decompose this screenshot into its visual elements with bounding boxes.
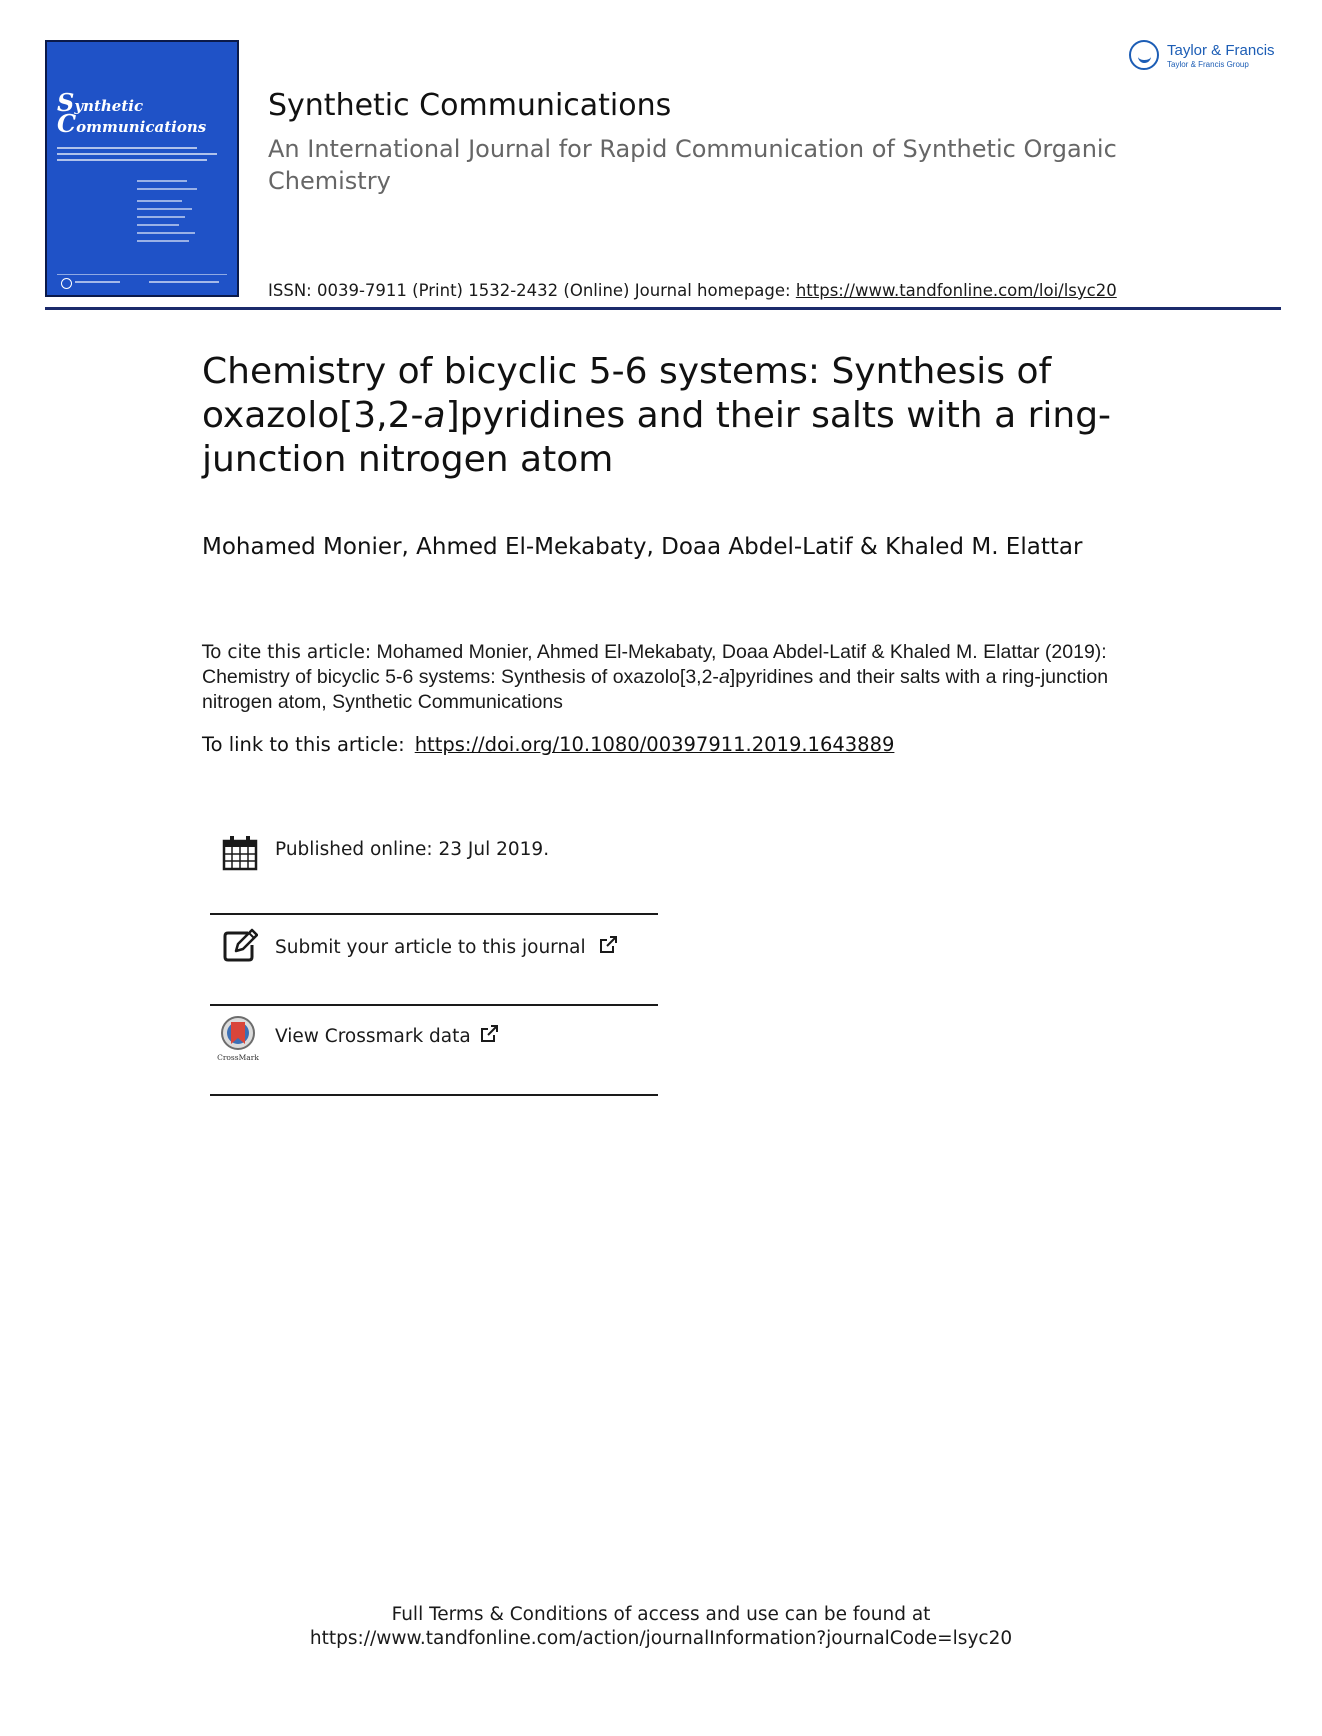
cover-text-line <box>137 208 192 210</box>
external-link-icon <box>598 935 618 960</box>
calendar-icon <box>222 835 258 871</box>
cover-text-line <box>57 153 217 155</box>
cover-text-line <box>57 159 207 161</box>
article-link-row <box>202 733 894 756</box>
footer-terms-link[interactable]: https://www.tandfonline.com/action/journalInformation?journalCode=lsyc20 <box>309 1628 1013 1649</box>
published-online-item <box>210 827 658 915</box>
taylor-francis-logo-icon <box>1129 40 1159 70</box>
cover-text-line <box>137 224 179 226</box>
cover-text-line <box>137 240 189 242</box>
cover-text-line <box>137 200 182 202</box>
cover-text-line <box>137 232 195 234</box>
published-online-text: Published online: 23 Jul 2019. <box>275 839 550 860</box>
citation-label: To cite this article: <box>202 642 372 663</box>
info-divider <box>210 913 658 915</box>
citation-text-italic: a <box>718 666 730 688</box>
crossmark-logo-text: CrossMark <box>217 1053 259 1062</box>
journal-cover-image <box>45 40 239 297</box>
header-divider <box>45 307 1281 310</box>
crossmark-icon <box>216 1016 260 1062</box>
edit-icon <box>222 927 258 963</box>
article-title-part: ]pyridines and their salts with a ring-junction nitrogen atom <box>202 395 1112 480</box>
article-title-italic: a <box>423 395 446 436</box>
info-divider <box>210 1094 658 1096</box>
journal-homepage-link[interactable]: https://www.tandfonline.com/loi/lsyc20 <box>795 281 1117 300</box>
article-link-label: To link to this article: <box>202 733 405 756</box>
doi-link[interactable]: https://doi.org/10.1080/00397911.2019.1643889 <box>414 733 895 756</box>
terms-footer <box>0 1603 1322 1651</box>
article-authors: Mohamed Monier, Ahmed El-Mekabaty, Doaa Abdel-Latif & Khaled M. Elattar <box>202 534 1083 560</box>
publisher-group: Taylor & Francis Group <box>1167 60 1249 69</box>
cover-text-line <box>137 216 185 218</box>
submit-article-text <box>275 935 618 960</box>
citation-block <box>202 640 1142 715</box>
submit-article-label: Submit your article to this journal <box>275 937 586 958</box>
issn-line <box>268 281 1117 300</box>
cover-footer <box>57 274 227 289</box>
issn-text: ISSN: 0039-7911 (Print) 1532-2432 (Online) Journal homepage: <box>268 281 796 300</box>
article-title-part: Chemistry of bicyclic 5-6 systems: Synthesis of oxazolo[3,2- <box>202 351 1052 436</box>
cover-text-line <box>137 180 187 182</box>
footer-line: Full Terms & Conditions of access and use can be found at <box>391 1604 931 1625</box>
cover-text-line <box>137 188 197 190</box>
journal-title: Synthetic Communications <box>268 88 672 123</box>
crossmark-text <box>275 1024 499 1049</box>
journal-subtitle: An International Journal for Rapid Communication of Synthetic Organic Chemistry <box>268 135 1117 195</box>
citation-text: ]pyridines and their salts with a ring-junction nitrogen atom, Synthetic Communications <box>202 666 1109 713</box>
publisher-name: Taylor & Francis <box>1167 42 1275 59</box>
submit-article-link[interactable] <box>210 917 658 1005</box>
external-link-icon <box>479 1024 499 1049</box>
cover-title: Synthetic Communications <box>57 88 207 138</box>
citation-text: Mohamed Monier, Ahmed El-Mekabaty, Doaa Abdel-Latif & Khaled M. Elattar (2019): Chemistry of bicyclic 5-6 systems: Synthesis of oxazolo[3,2- <box>202 641 1107 688</box>
article-title <box>202 350 1142 482</box>
cover-publisher-logo-icon <box>61 278 72 289</box>
crossmark-link[interactable] <box>210 1006 658 1094</box>
taylor-francis-logo[interactable] <box>1129 38 1284 78</box>
crossmark-label: View Crossmark data <box>275 1026 471 1047</box>
cover-text-line <box>57 147 197 149</box>
